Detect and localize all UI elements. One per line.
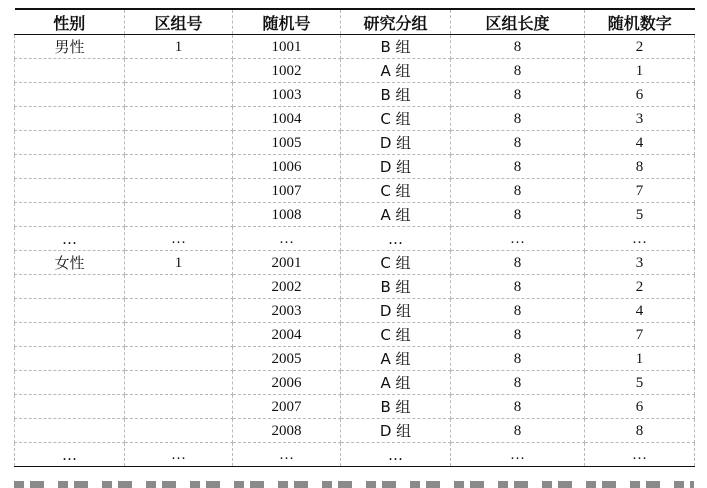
cell-random-number: 1006 bbox=[233, 155, 341, 179]
cell-block-length: 8 bbox=[451, 203, 585, 227]
cell-block-length: 8 bbox=[451, 179, 585, 203]
header-block-length: 区组长度 bbox=[451, 9, 585, 35]
cell-block-length: 8 bbox=[451, 107, 585, 131]
cell-random-number: … bbox=[233, 227, 341, 251]
table-row bbox=[15, 227, 695, 251]
cell-block-number bbox=[125, 347, 233, 371]
table-row bbox=[15, 395, 695, 419]
cell-block-number bbox=[125, 131, 233, 155]
cell-block-number bbox=[125, 395, 233, 419]
cell-random-digit: 6 bbox=[585, 395, 695, 419]
cell-block-length: 8 bbox=[451, 83, 585, 107]
cell-study-group: B 组 bbox=[341, 275, 451, 299]
cell-block-length: 8 bbox=[451, 275, 585, 299]
cell-block-length: 8 bbox=[451, 323, 585, 347]
table-row bbox=[15, 275, 695, 299]
cell-random-digit: 8 bbox=[585, 419, 695, 443]
cell-random-digit: 7 bbox=[585, 323, 695, 347]
cell-study-group: C 组 bbox=[341, 107, 451, 131]
cell-block-length: 8 bbox=[451, 371, 585, 395]
cell-random-digit: 4 bbox=[585, 299, 695, 323]
cell-random-digit: 2 bbox=[585, 275, 695, 299]
cell-random-digit: 5 bbox=[585, 371, 695, 395]
header-block-number: 区组号 bbox=[125, 9, 233, 35]
cell-sex: … bbox=[15, 443, 125, 467]
table-row bbox=[15, 83, 695, 107]
cell-random-number: 1004 bbox=[233, 107, 341, 131]
cell-sex bbox=[15, 347, 125, 371]
cell-sex bbox=[15, 83, 125, 107]
cell-block-number bbox=[125, 323, 233, 347]
cell-block-number bbox=[125, 203, 233, 227]
cell-random-digit: 5 bbox=[585, 203, 695, 227]
cell-block-length: 8 bbox=[451, 299, 585, 323]
header-study-group: 研究分组 bbox=[341, 9, 451, 35]
table-row bbox=[15, 155, 695, 179]
cell-random-number: 2001 bbox=[233, 251, 341, 275]
cell-random-digit: 4 bbox=[585, 131, 695, 155]
cell-study-group: C 组 bbox=[341, 251, 451, 275]
cell-random-number: 2003 bbox=[233, 299, 341, 323]
cell-study-group: A 组 bbox=[341, 371, 451, 395]
cell-sex bbox=[15, 323, 125, 347]
cell-block-length: 8 bbox=[451, 251, 585, 275]
table-row bbox=[15, 179, 695, 203]
cell-study-group: C 组 bbox=[341, 323, 451, 347]
cell-block-length: 8 bbox=[451, 35, 585, 59]
cell-random-number: … bbox=[233, 443, 341, 467]
cell-block-number bbox=[125, 83, 233, 107]
cell-random-digit: 3 bbox=[585, 251, 695, 275]
cell-sex bbox=[15, 395, 125, 419]
cell-random-number: 1008 bbox=[233, 203, 341, 227]
cut-off-text-line bbox=[14, 481, 694, 488]
cell-block-number bbox=[125, 275, 233, 299]
cell-study-group: … bbox=[341, 227, 451, 251]
cell-random-number: 1005 bbox=[233, 131, 341, 155]
cell-block-length: … bbox=[451, 443, 585, 467]
cell-study-group: D 组 bbox=[341, 155, 451, 179]
cell-random-number: 1002 bbox=[233, 59, 341, 83]
table-row bbox=[15, 419, 695, 443]
cell-study-group: D 组 bbox=[341, 131, 451, 155]
cell-random-number: 2008 bbox=[233, 419, 341, 443]
header-random-digit: 随机数字 bbox=[585, 9, 695, 35]
cell-study-group: B 组 bbox=[341, 35, 451, 59]
cell-study-group: C 组 bbox=[341, 179, 451, 203]
cell-random-number: 1007 bbox=[233, 179, 341, 203]
table-row bbox=[15, 107, 695, 131]
cell-block-length: 8 bbox=[451, 419, 585, 443]
table-header-row bbox=[15, 9, 695, 35]
cell-sex bbox=[15, 179, 125, 203]
document-page bbox=[14, 8, 694, 467]
cell-block-length: 8 bbox=[451, 395, 585, 419]
randomization-table bbox=[14, 8, 695, 467]
cell-random-number: 2005 bbox=[233, 347, 341, 371]
cell-block-number bbox=[125, 371, 233, 395]
table-row bbox=[15, 35, 695, 59]
cell-sex: … bbox=[15, 227, 125, 251]
table-row bbox=[15, 203, 695, 227]
cell-block-length: 8 bbox=[451, 155, 585, 179]
cell-block-length: 8 bbox=[451, 131, 585, 155]
cell-random-number: 2002 bbox=[233, 275, 341, 299]
header-sex: 性别 bbox=[15, 9, 125, 35]
table-row bbox=[15, 299, 695, 323]
cell-block-number: 1 bbox=[125, 251, 233, 275]
cell-random-digit: … bbox=[585, 227, 695, 251]
header-random-number: 随机号 bbox=[233, 9, 341, 35]
cell-random-number: 2007 bbox=[233, 395, 341, 419]
cell-block-length: 8 bbox=[451, 59, 585, 83]
cell-block-number bbox=[125, 107, 233, 131]
table-row bbox=[15, 251, 695, 275]
cell-sex bbox=[15, 275, 125, 299]
cell-random-number: 2004 bbox=[233, 323, 341, 347]
table-row bbox=[15, 443, 695, 467]
cell-random-digit: 3 bbox=[585, 107, 695, 131]
cell-block-number bbox=[125, 155, 233, 179]
cell-sex bbox=[15, 203, 125, 227]
cell-random-number: 1001 bbox=[233, 35, 341, 59]
table-row bbox=[15, 347, 695, 371]
cell-study-group: B 组 bbox=[341, 395, 451, 419]
table-row bbox=[15, 131, 695, 155]
cell-study-group: … bbox=[341, 443, 451, 467]
cell-random-number: 2006 bbox=[233, 371, 341, 395]
cell-block-number bbox=[125, 59, 233, 83]
cell-random-digit: 8 bbox=[585, 155, 695, 179]
cell-study-group: D 组 bbox=[341, 419, 451, 443]
cell-study-group: A 组 bbox=[341, 347, 451, 371]
cell-sex bbox=[15, 59, 125, 83]
cell-random-digit: 2 bbox=[585, 35, 695, 59]
cell-sex bbox=[15, 155, 125, 179]
cell-block-number: … bbox=[125, 443, 233, 467]
cell-random-digit: 1 bbox=[585, 59, 695, 83]
cell-study-group: B 组 bbox=[341, 83, 451, 107]
cell-sex bbox=[15, 419, 125, 443]
table-row bbox=[15, 371, 695, 395]
cell-study-group: A 组 bbox=[341, 203, 451, 227]
cell-block-number bbox=[125, 419, 233, 443]
cell-sex bbox=[15, 371, 125, 395]
cell-random-number: 1003 bbox=[233, 83, 341, 107]
cell-sex bbox=[15, 107, 125, 131]
cell-random-digit: 1 bbox=[585, 347, 695, 371]
cell-block-number bbox=[125, 299, 233, 323]
cell-sex bbox=[15, 131, 125, 155]
cell-block-length: … bbox=[451, 227, 585, 251]
cell-sex: 女性 bbox=[15, 251, 125, 275]
cell-random-digit: … bbox=[585, 443, 695, 467]
table-row bbox=[15, 59, 695, 83]
cell-study-group: D 组 bbox=[341, 299, 451, 323]
cell-random-digit: 7 bbox=[585, 179, 695, 203]
cell-study-group: A 组 bbox=[341, 59, 451, 83]
table-body bbox=[15, 35, 695, 467]
cell-block-length: 8 bbox=[451, 347, 585, 371]
cell-block-number bbox=[125, 179, 233, 203]
cell-block-number: … bbox=[125, 227, 233, 251]
cell-random-digit: 6 bbox=[585, 83, 695, 107]
cell-block-number: 1 bbox=[125, 35, 233, 59]
cell-sex: 男性 bbox=[15, 35, 125, 59]
table-row bbox=[15, 323, 695, 347]
cell-sex bbox=[15, 299, 125, 323]
